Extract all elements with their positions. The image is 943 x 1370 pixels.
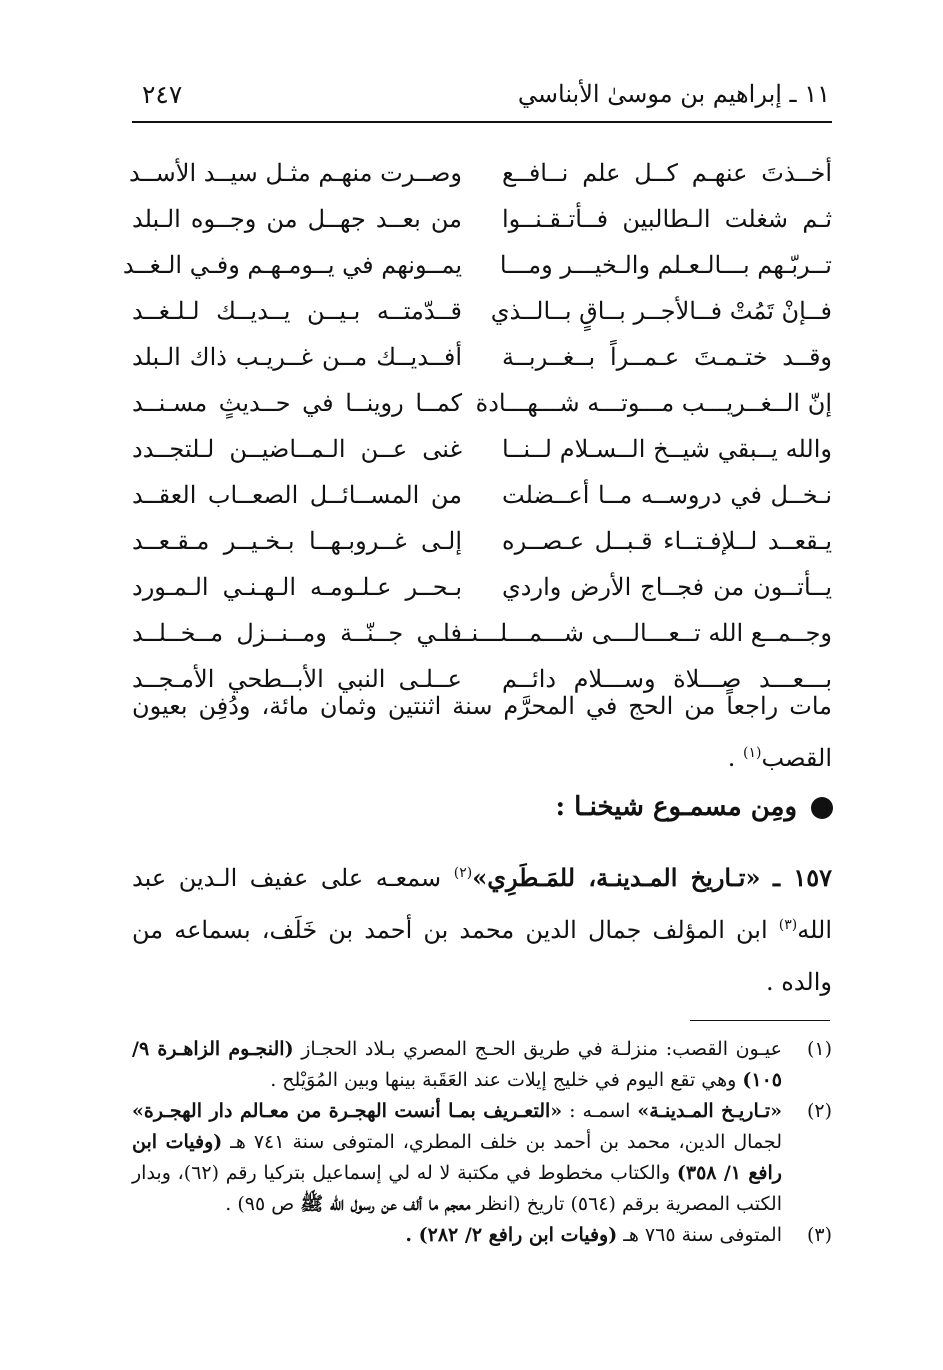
verse-second-hemistich: فــي جــنّــة ومــنــزل مــخــلــد	[132, 619, 462, 647]
running-title: ١١ ـ إبراهيم بن موسىٰ الأبناسي	[517, 80, 830, 108]
footnote-text	[132, 1220, 782, 1251]
death-note-paragraph	[132, 680, 832, 784]
footnote	[132, 1220, 832, 1251]
entry-number: ١٥٧ ـ	[773, 863, 832, 892]
poem-verse	[132, 426, 832, 472]
poem	[122, 150, 832, 702]
footnote-bold-part: معجم ما ألف عن رسول الله ﷺ	[300, 1193, 471, 1215]
footnote-bold-part: «تـاريـخ المـدينـة»	[637, 1100, 782, 1122]
verse-first-hemistich: تــربّـهم بـــالـعـلم والـخيـــر ومـــا	[499, 251, 832, 279]
footnote-ref: (١)	[743, 745, 762, 761]
verse-first-hemistich: فــإنْ تَمُتْ فــالأجــر بــاقٍ بــالــذي	[490, 297, 832, 325]
footnote-number: (٢)	[806, 1100, 832, 1122]
footnote-text-part: ص ٩٥) .	[225, 1193, 295, 1215]
entry-text-part2: ابن المؤلف جمال الدين محمد بن أحمد بن خَلَف، بسماعه من والده .	[132, 916, 832, 996]
poem-verse	[132, 334, 832, 380]
verse-second-hemistich: أفــديــك مــن غــريـب ذاك الـبلد	[132, 343, 462, 371]
death-note-text: مات راجعاً من الحج في المحرَّم سنة اثنتين وثمان مائة، ودُفِن بعيون القصب	[132, 692, 832, 772]
verse-second-hemistich: عــلـى النبي الأبــطحي الأمـجــد	[132, 665, 462, 693]
page-header	[132, 72, 832, 118]
poem-verse	[132, 196, 832, 242]
verse-second-hemistich: من المســائــل الصعــاب العقــد	[132, 481, 462, 509]
verse-first-hemistich: وجــمــع الله تــعـــالـــى شـــمـــلـــنـــا	[443, 619, 832, 647]
poem-verse	[132, 472, 832, 518]
verse-first-hemistich: نـخــل في دروســه مــا أعــضلت	[502, 481, 832, 509]
footnote-ref: (٣)	[778, 917, 798, 933]
footnote	[132, 1034, 832, 1096]
verse-second-hemistich: يمــونهم في يــومـهـم وفـي الـغــد	[122, 251, 462, 279]
verse-first-hemistich: إنّ الــغــريـــب مـــوتـــه شـــهـــادة	[475, 389, 832, 417]
verse-first-hemistich: وقــد ختـمـتَ عـمــراً بــغــربــة	[502, 343, 832, 371]
bullet-icon	[811, 797, 833, 819]
entry-text-part1: سمعـه على عفيف الـدين عبد الله	[132, 864, 832, 944]
footnote-separator	[690, 1020, 830, 1021]
footnote-number: (٣)	[806, 1224, 832, 1246]
verse-second-hemistich: قــدّمتــه بـيــن يــديــك لـلـغــد	[132, 297, 462, 325]
verse-second-hemistich: وصــرت منهـم مثـل سيــد الأســد	[129, 159, 462, 187]
poem-verse	[129, 150, 832, 196]
verse-second-hemistich: غنى عــن الـمــاضيــن لـلتجــدد	[132, 435, 462, 463]
footnote-text	[132, 1096, 782, 1220]
poem-verse	[132, 610, 832, 656]
footnote-text	[132, 1034, 782, 1096]
footnote-bold-part: (النجـوم الزاهـرة ٩/ ١٠٥)	[132, 1038, 782, 1091]
footnote-text-part: اسمـه :	[569, 1100, 631, 1122]
header-rule	[132, 121, 832, 123]
verse-second-hemistich: بـحــر عـلـومـه الـهـنـي الـمـورد	[132, 573, 462, 601]
verse-second-hemistich: كمــا روينــا في حــديثٍ مسـنــد	[132, 389, 462, 417]
footnote-bold-part: (وفيات ابن رافع ١/ ٣٥٨)	[132, 1131, 782, 1184]
footnote-number: (١)	[806, 1038, 832, 1060]
verse-second-hemistich: من بعــد جهــل من وجــوه الـبلد	[132, 205, 462, 233]
poem-verse	[132, 288, 832, 334]
verse-first-hemistich: بـــعـــد صـــلاة وســـلام دائــم	[502, 665, 832, 693]
poem-verse	[132, 380, 832, 426]
death-note-end: .	[727, 744, 744, 772]
footnote-text-part: المتوفى سنة ٧٦٥ هـ	[623, 1224, 782, 1246]
poem-verse	[122, 242, 832, 288]
section-heading-text: ومِن مسمـوع شيخنـا :	[555, 792, 797, 822]
footnote-bold-part: «التعـريف بمـا أنست الهجـرة من معـالم دار الهجـرة»	[132, 1100, 563, 1122]
footnote	[132, 1096, 832, 1220]
verse-second-hemistich: إلـى غــروبـهــا بـخـيــر مـقـعــد	[132, 527, 462, 555]
verse-first-hemistich: يـقعــد لــلإفـتــاء قـبــل عـصــره	[502, 527, 832, 555]
entry-paragraph	[132, 852, 832, 1008]
verse-first-hemistich: أخــذتَ عنهـم كــل علم نــافــع	[502, 159, 832, 187]
footnote-ref: (٢)	[453, 865, 473, 881]
poem-verse	[132, 564, 832, 610]
footnote-bold-part: (وفيات ابن رافع ٢/ ٢٨٢) .	[405, 1224, 618, 1246]
verse-first-hemistich: والله يــبقي شيــخ الــسـلام لــنــا	[502, 435, 832, 463]
poem-verse	[132, 518, 832, 564]
verse-first-hemistich: يــأتــون من فجــاج الأرض واردي	[502, 573, 832, 601]
page-number: ٢٤٧	[142, 80, 183, 109]
footnote-text-part: عيـون القصب: منزلـة في طريق الحـج المصري بـلاد الحجـاز	[301, 1038, 782, 1060]
footnote-text-part: وهي تقع اليوم في خليج إيلات عند العَقَبة بينها وبين المُوَيْلح .	[270, 1069, 737, 1091]
entry-title: «تـاريخ المـدينـة، للمَـطَرِي»	[472, 863, 761, 892]
footnote-text-part: لجمال الدين، محمد بن أحمد بن خلف المطري، المتوفى سنة ٧٤١ هـ	[230, 1131, 782, 1153]
footnotes	[132, 1034, 832, 1251]
verse-first-hemistich: ثـم شغلت الـطالبين فــأتـقـنــوا	[502, 205, 832, 233]
footnote-text-part: والكتاب مخطوط في مكتبة لا له لي إسماعيل بتركيا رقم (٦٢)، وبدار الكتب المصرية برقم (٥٦٤) تاريخ (انظر	[132, 1162, 782, 1215]
section-heading	[555, 792, 833, 822]
